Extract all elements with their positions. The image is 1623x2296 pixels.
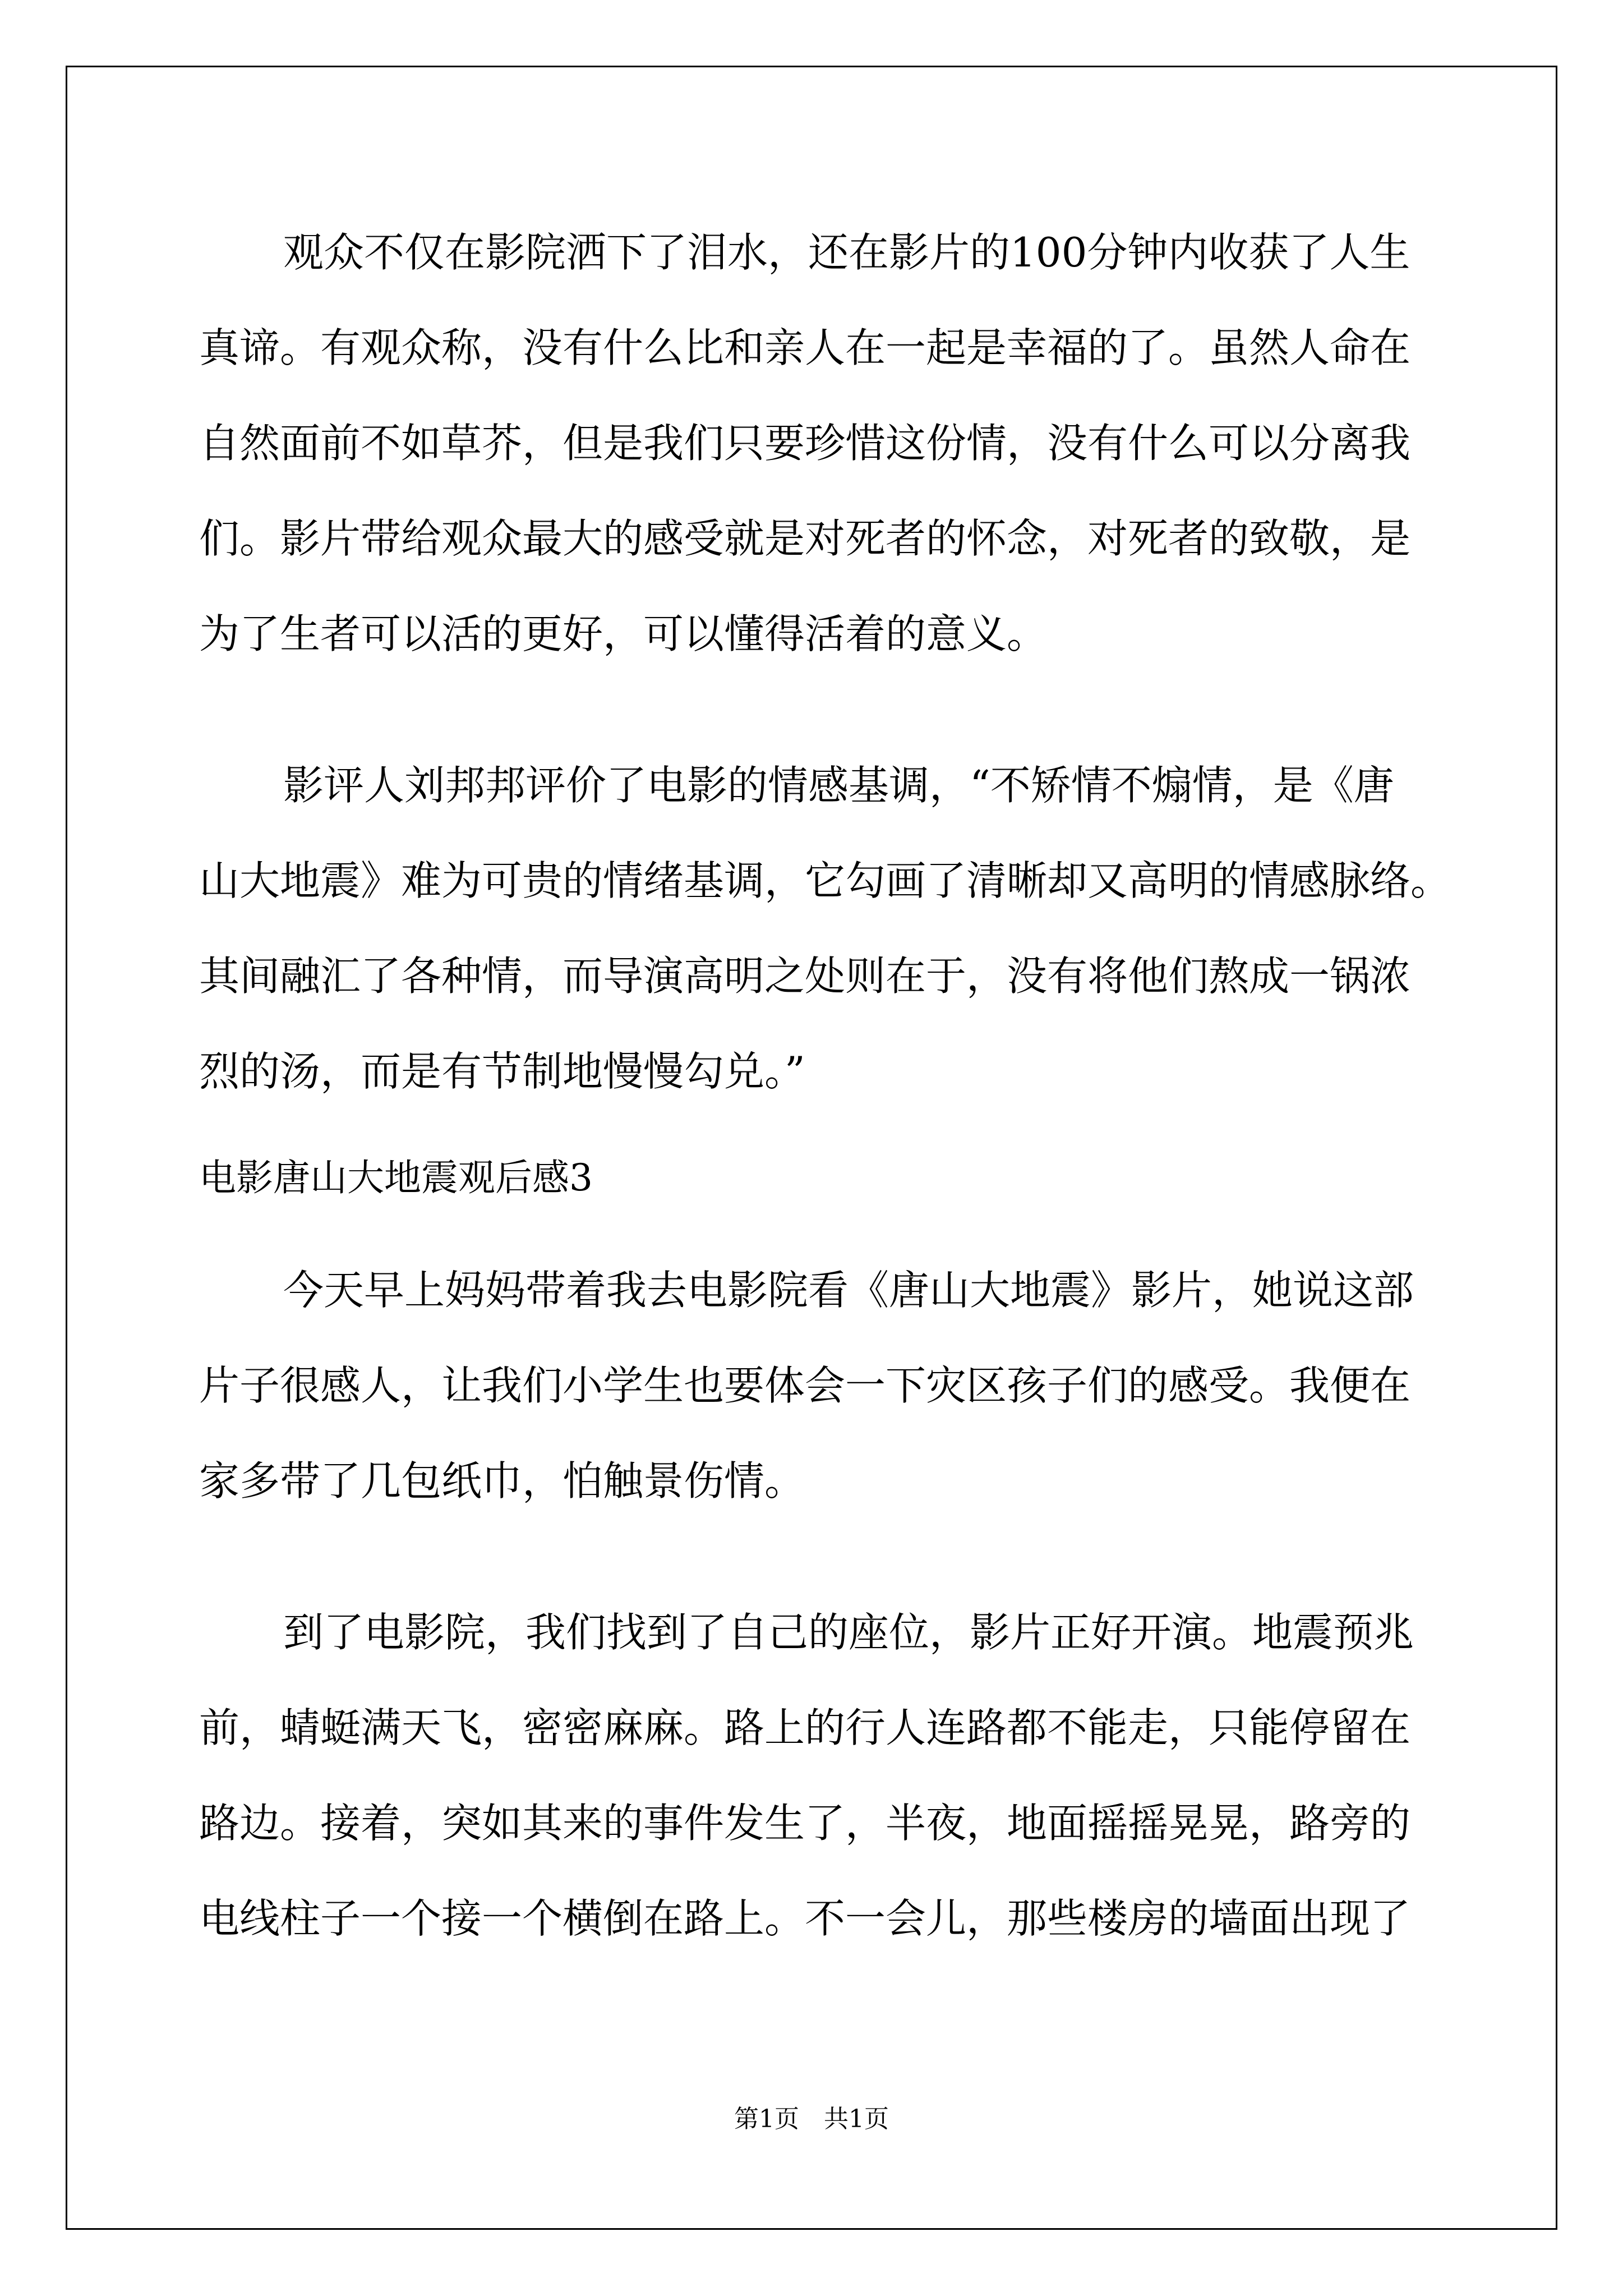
paragraph-3-line-2: 片子很感人，让我们小学生也要体会一下灾区孩子们的感受。我便在 [199,1362,1411,1409]
paragraph-2-line-4: 烈的汤，而是有节制地慢慢勾兑。” [199,1048,805,1095]
paragraph-1-line-1: 观众不仅在影院洒下了泪水，还在影片的100分钟内收获了人生 [283,229,1410,276]
paragraph-3-line-1: 今天早上妈妈带着我去电影院看《唐山大地震》影片，她说这部 [283,1267,1414,1314]
paragraph-1-line-3: 自然面前不如草芥，但是我们只要珍惜这份情，没有什么可以分离我 [199,420,1411,467]
paragraph-2-line-1: 影评人刘邦邦评价了电影的情感基调，“不矫情不煽情，是《唐 [283,762,1394,809]
paragraph-1-line-4: 们。影片带给观众最大的感受就是对死者的怀念，对死者的致敬，是 [199,515,1411,562]
paragraph-4-line-3: 路边。接着，突如其来的事件发生了，半夜，地面摇摇晃晃，路旁的 [199,1800,1411,1847]
section-heading: 电影唐山大地震观后感3 [199,1156,593,1199]
paragraph-2-line-2: 山大地震》难为可贵的情绪基调，它勾画了清晰却又高明的情感脉络。 [199,857,1451,904]
paragraph-2-line-3: 其间融汇了各种情，而导演高明之处则在于，没有将他们熬成一锅浓 [199,953,1411,1000]
paragraph-4-line-2: 前，蜻蜓满天飞，密密麻麻。路上的行人连路都不能走，只能停留在 [199,1704,1411,1751]
paragraph-1-line-2: 真谛。有观众称，没有什么比和亲人在一起是幸福的了。虽然人命在 [199,324,1411,371]
paragraph-4-line-4: 电线柱子一个接一个横倒在路上。不一会儿，那些楼房的墙面出现了 [199,1895,1411,1942]
paragraph-4-line-1: 到了电影院，我们找到了自己的座位，影片正好开演。地震预兆 [283,1609,1414,1656]
page-footer: 第1页 共1页 [734,2105,889,2133]
paragraph-1-line-5: 为了生者可以活的更好，可以懂得活着的意义。 [199,610,1048,657]
paragraph-3-line-3: 家多带了几包纸巾，怕触景伤情。 [199,1457,805,1504]
